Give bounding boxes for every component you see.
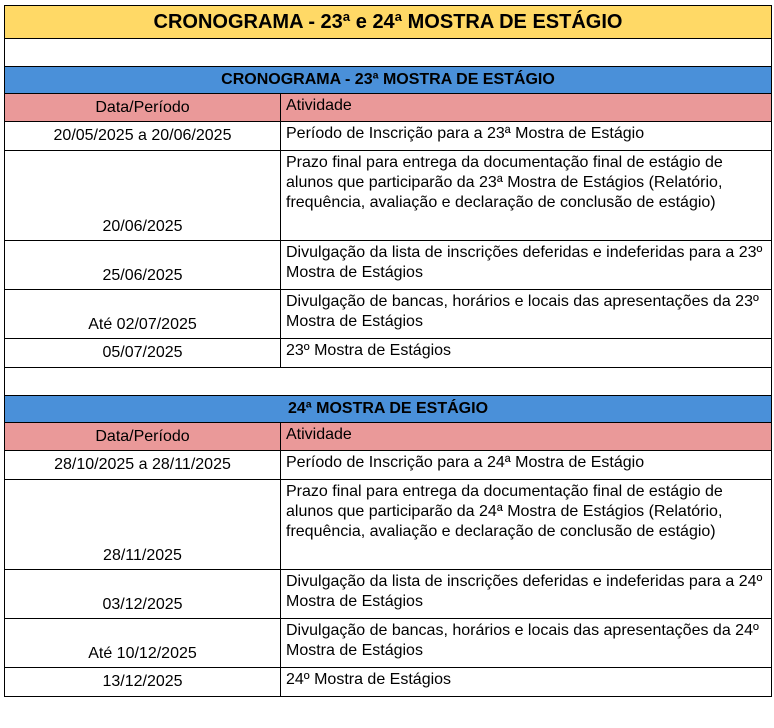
table-row (5, 290, 772, 339)
table-row (5, 668, 772, 697)
spacer-cell (5, 39, 772, 67)
row-activity: Prazo final para entrega da documentação final de estágio de alunos que participarão da 24ª Mostra de Estágios (Relatório, frequência, avaliação e declaração de conclusão de estágio) (281, 480, 772, 570)
table-row (5, 241, 772, 290)
spacer-cell (5, 368, 772, 396)
table-row (5, 619, 772, 668)
row-activity: Divulgação da lista de inscrições deferidas e indeferidas para a 24º Mostra de Estágios (281, 570, 772, 619)
table-row (5, 122, 772, 151)
column-header-date: Data/Período (5, 423, 281, 451)
row-date: Até 02/07/2025 (5, 290, 281, 339)
document-title: CRONOGRAMA - 23ª e 24ª MOSTRA DE ESTÁGIO (5, 6, 772, 39)
column-header-activity: Atividade (281, 423, 772, 451)
row-date: 20/06/2025 (5, 151, 281, 241)
row-date: 03/12/2025 (5, 570, 281, 619)
section-23-heading: CRONOGRAMA - 23ª MOSTRA DE ESTÁGIO (5, 67, 772, 94)
row-date: 25/06/2025 (5, 241, 281, 290)
table-row (5, 570, 772, 619)
title-row (5, 6, 772, 39)
spacer-row (5, 39, 772, 67)
row-activity: Período de Inscrição para a 23ª Mostra de Estágio (281, 122, 772, 151)
row-activity: 24º Mostra de Estágios (281, 668, 772, 697)
table-row (5, 480, 772, 570)
table-row (5, 451, 772, 480)
row-date: Até 10/12/2025 (5, 619, 281, 668)
table-row (5, 151, 772, 241)
row-activity: Período de Inscrição para a 24ª Mostra de Estágio (281, 451, 772, 480)
row-activity: 23º Mostra de Estágios (281, 339, 772, 368)
row-activity: Divulgação de bancas, horários e locais das apresentações da 24º Mostra de Estágios (281, 619, 772, 668)
row-date: 28/10/2025 a 28/11/2025 (5, 451, 281, 480)
row-activity: Prazo final para entrega da documentação final de estágio de alunos que participarão da 23ª Mostra de Estágios (Relatório, frequência, avaliação e declaração de conclusão de estágio) (281, 151, 772, 241)
section-24-heading: 24ª MOSTRA DE ESTÁGIO (5, 396, 772, 423)
column-header-activity: Atividade (281, 94, 772, 122)
schedule-sheet (4, 5, 771, 697)
row-date: 28/11/2025 (5, 480, 281, 570)
row-activity: Divulgação de bancas, horários e locais das apresentações da 23º Mostra de Estágios (281, 290, 772, 339)
column-header-date: Data/Período (5, 94, 281, 122)
spacer-row (5, 368, 772, 396)
table-row (5, 339, 772, 368)
schedule-table (4, 5, 772, 697)
row-date: 20/05/2025 a 20/06/2025 (5, 122, 281, 151)
section-23-heading-row (5, 67, 772, 94)
row-activity: Divulgação da lista de inscrições deferidas e indeferidas para a 23º Mostra de Estágios (281, 241, 772, 290)
section-23-column-header (5, 94, 772, 122)
section-24-heading-row (5, 396, 772, 423)
row-date: 05/07/2025 (5, 339, 281, 368)
row-date: 13/12/2025 (5, 668, 281, 697)
section-24-column-header (5, 423, 772, 451)
